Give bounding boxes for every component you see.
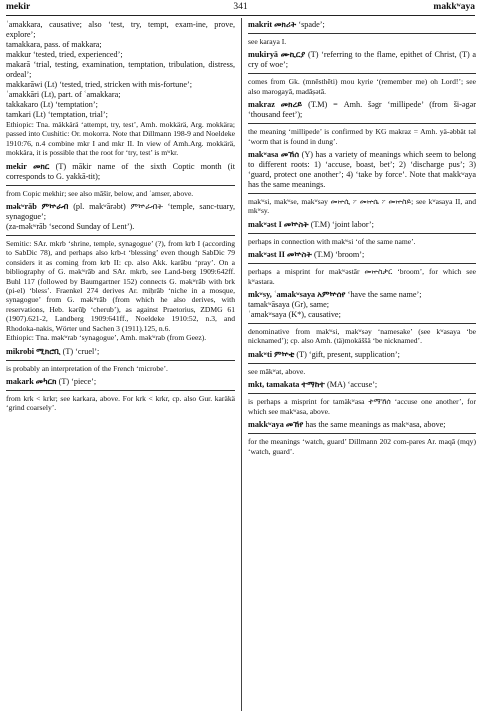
entry-body [248, 290, 476, 320]
entry-geez: መኸየ [285, 420, 304, 430]
entry-line [6, 222, 235, 232]
dictionary-entry [6, 162, 235, 198]
entry-line [6, 90, 235, 100]
entry-rule [6, 390, 235, 391]
entry-geez: መኸሰ [280, 150, 300, 160]
entry-line [248, 220, 476, 230]
entry-line [6, 110, 235, 120]
page-number: 341 [233, 2, 248, 12]
dictionary-entry [248, 250, 476, 286]
entry-text: makkarāwi (Lt) ‘tested, tried, stricken with mis-fortune’; [6, 80, 192, 89]
dictionary-entry [6, 202, 235, 342]
entry-geez: አምኵሰየ [317, 290, 346, 300]
entry-headword: makkʷaya [248, 420, 284, 430]
entry-text: makarā ‘trial, testing, examination, temptation, tribulation, distress, ordeal’; [6, 60, 235, 79]
entry-text: (pl. makʷārəbt) ምኵራብት ‘temple, sanc-tuary, synagogue’; [6, 202, 235, 222]
entry-line [6, 40, 235, 50]
dictionary-entry [6, 20, 235, 158]
dictionary-entry [248, 20, 476, 46]
entry-text: has the same meanings as makʷasa, above; [305, 420, 446, 430]
entry-text: ʿamakkara, causative; also ‘test, try, tempt, exam-ine, prove, explore’; [6, 20, 235, 39]
entry-rule [6, 360, 235, 361]
dictionary-entry [248, 150, 476, 216]
entry-text: (MA) ‘accuse’; [326, 380, 378, 390]
entry-headword: məkʷrāb [6, 202, 37, 212]
entry-note: from krk < krkr; see karkara, above. For krk < krkr, cp. also Gur. karäkä ‘grind coarsely’. [6, 393, 235, 413]
entry-rule [248, 233, 476, 234]
entry-headword: makʷasa [248, 150, 279, 160]
entry-body [6, 162, 235, 182]
entry-note: makʷsi, makʷse, makʷsəy መኵሲ ፦ መኵሴ ፦ መኵስይ; see kʷasaya II, and mkʷsy. [248, 197, 476, 216]
dictionary-entry [248, 50, 476, 96]
entry-text: (Y) has a variety of meanings which seem to belong to different roots: 1) ‘accuse, boast, bet’; 2) ‘discharge pus’; 3) ‘guard, protect one another’; 4) ‘take by force’. Note that makkʷaya has the same meanings. [248, 150, 476, 190]
entry-line [248, 380, 476, 390]
entry-headword: mekir [6, 161, 27, 171]
entry-line [248, 20, 476, 30]
entry-line [6, 80, 235, 90]
entry-text: (za-məkʷrāb ‘second Sunday of Lent’). [6, 222, 135, 232]
entry-body [248, 250, 476, 260]
entry-line [248, 250, 476, 260]
entry-rule [6, 235, 235, 236]
entry-text: (T.M) ‘broom’; [313, 250, 365, 260]
entry-note: see mākʷat, above. [248, 366, 306, 376]
entry-note: Ethiopic: Tna. mäkkärä ‘attempt, try, test’, Amh. mokkärä, Arg. mokkära; passed into Cushitic: Or. mokorra. Note that Dillmann 198-9 and Noeldeke 1910:76, n.4 combine mkr I and mkr II. In view of Amh.Arg. mokkärä, mokkära, it is possible that the root for ‘try, test’ is mʷkr. [6, 120, 235, 158]
entry-body [248, 50, 476, 70]
entry-geez: መክር [33, 161, 50, 171]
entry-headword: makʷəst II [248, 250, 285, 260]
entry-line [248, 310, 476, 320]
entry-rule [248, 73, 476, 74]
entry-text: (T) ‘cruel’; [62, 346, 100, 356]
entry-headword: mukiryā [248, 50, 279, 60]
entry-text: (T) ‘referring to the flame, epithet of Christ, (T) a cry of woe’; [248, 50, 476, 70]
entry-headword: makraz [248, 100, 275, 110]
entry-text: tamakʷāsaya (Gr), same; [248, 300, 330, 310]
entry-geez: መኵስት [283, 219, 309, 229]
running-head-left: mekir [6, 2, 31, 12]
entry-body [6, 202, 235, 232]
dictionary-entry [248, 380, 476, 416]
entry-line [6, 377, 235, 387]
entry-body [248, 350, 476, 360]
header-rule [6, 15, 475, 16]
entry-text: ʿamakkāri (Lt), part. of ʿamakkara; [6, 90, 121, 99]
entry-text: (T.M) = Amh. šəgr ‘millipede’ (from ši-əgər ‘thousand feet’); [248, 100, 476, 120]
entry-body [6, 20, 235, 120]
entry-headword: mikrobi [6, 346, 35, 356]
entry-geez: መክሪት [274, 20, 297, 29]
entry-text: (T) mākir name of the sixth Coptic month (it corresponds to G. yakkā-tit); [6, 161, 235, 181]
entry-line [6, 162, 235, 182]
entry-line [248, 150, 476, 190]
running-head [6, 2, 475, 16]
entry-line [248, 420, 476, 430]
entry-note: the meaning ‘millipede’ is confirmed by KG makraz = Amh. yä-əbbät təl ‘worm that is found in dung’. [248, 127, 476, 146]
entry-rule [248, 33, 476, 34]
entry-headword: makrit [248, 20, 273, 29]
dictionary-entry [6, 377, 235, 413]
entry-geez: ምኵራብ [41, 202, 69, 212]
entry-note: for the meanings ‘watch, guard’ Dillmann 202 com-pares Ar. maqā (mqy) ‘watch, guard’. [248, 437, 476, 456]
entry-rule [248, 323, 476, 324]
entry-headword: mkʷsy, ʿamakʷsaya [248, 290, 316, 300]
entry-text: takkakaro (Lt) ‘temptation’; [6, 100, 98, 109]
entry-line [248, 300, 476, 310]
entry-text: ‘spade’; [298, 20, 325, 29]
entry-note: denominative from makʷsi, makʷsəy ‘namesake’ (see kʷasaya ‘be nicknamed’); cp. also Amh. (tä)mokäššä ‘be nicknamed’. [248, 327, 476, 346]
entry-body [248, 420, 476, 430]
entry-rule [248, 433, 476, 434]
entry-note: perhaps a misprint for makʷəstār መኵስታር ‘broom’, for which see kʷastara. [248, 267, 476, 286]
entry-note: is probably an interpretation of the French ‘microbe’. [6, 363, 168, 373]
entry-geez: ምኵቲ [274, 349, 295, 359]
entry-note: Semitic: SAr. mkrb ‘shrine, temple, synagogue’ (?), from krb I (according to SabDic 78), and perhaps also krb-t ‘blessing’ even though SabDic 79 considers it as coming from krb II: cp. also Akk. karābu ‘pray’. On a bibliography of G. məkʷrāb and SAr. mkrb, see Land-berg 1909:642ff. Buhl 117 (followed by Baumgartner 152) connects G. məkʷrāb with brk (pi-el) ‘bless’. Fraenkel 274 derives Ar. miḥrāb ‘niche in a mosque, synagogue’ from G. məkʷrāb (from which he also derives, with reservations, Heb. kərūḇ ‘cherub’), as against Praetorius, ZDMG 61 (1907).621-2, Landberg 1909:641ff., Noeldeke 1910:52, n.3, and Rhodoka-nakis, Wörter und Sachen 3 (1911).125, n.6. [6, 239, 235, 333]
entry-rule [6, 185, 235, 186]
entry-headword: makʷəst I [248, 219, 282, 229]
entry-line [6, 60, 235, 80]
entry-geez: መካርክ [35, 376, 57, 386]
entry-geez: መክረይ [280, 100, 303, 110]
entry-line [6, 100, 235, 110]
dictionary-entry [248, 290, 476, 346]
entry-text: tamkari (Lt) ‘temptation, trial’; [6, 110, 108, 119]
entry-note: from Copic mekhir; see also māšir, below, and ʿamser, above. [6, 188, 194, 198]
entry-line [6, 50, 235, 60]
entry-geez: መኵስት [287, 250, 312, 260]
entry-note: see karaya I. [248, 37, 287, 46]
entry-rule [248, 123, 476, 124]
entry-geez: ሚክሮቢ [36, 346, 61, 356]
entry-text: ‘have the same name’; [347, 290, 422, 300]
entry-rule [248, 263, 476, 264]
entry-line [248, 50, 476, 70]
entry-line [6, 202, 235, 222]
entry-rule [248, 393, 476, 394]
entry-body [248, 100, 476, 120]
entry-line [6, 347, 235, 357]
dictionary-entry [248, 420, 476, 456]
entry-note: Ethiopic: Tna. məkʷrab ‘synagogue’, Amh. məkʷrab (from Geez). [6, 333, 207, 343]
dictionary-entry [248, 220, 476, 246]
entry-headword: makark [6, 376, 34, 386]
entry-line [248, 290, 476, 300]
left-column [6, 20, 235, 711]
entry-note: is perhaps a misprint for tamäkʷasa ተማኸሰ ‘accuse one another’, for which see makʷasa, above. [248, 397, 476, 416]
entry-body [248, 380, 476, 390]
column-divider [241, 18, 242, 711]
entry-text: makkur ‘tested, tried, experienced’; [6, 50, 123, 59]
entry-line [248, 100, 476, 120]
entry-text: (T) ‘piece’; [58, 376, 97, 386]
running-head-right: makkʷaya [433, 2, 475, 12]
entry-body [6, 347, 235, 357]
dictionary-entry [248, 350, 476, 376]
entry-line [248, 350, 476, 360]
entry-headword: mkt, tamakata [248, 380, 300, 390]
entry-body [6, 377, 235, 387]
entry-line [6, 20, 235, 40]
entry-body [248, 220, 476, 230]
right-column [248, 20, 476, 711]
entry-headword: makʷti [248, 349, 273, 359]
entry-rule [248, 363, 476, 364]
entry-geez: ተማከተ [301, 380, 325, 390]
entry-geez: ሙኪርያ [280, 50, 306, 60]
entry-text: (T) ‘gift, present, supplication’; [296, 349, 400, 359]
entry-text: tamakkara, pass. of makkara; [6, 40, 102, 49]
dictionary-entry [6, 347, 235, 373]
entry-text: ʿamakʷsaya (K*), causative; [248, 310, 341, 320]
entry-note: perhaps in connection with makʷsi ‘of the same name’. [248, 236, 416, 246]
entry-body [248, 150, 476, 190]
entry-text: (T.M) ‘joint labor’; [310, 219, 374, 229]
entry-rule [248, 193, 476, 194]
dictionary-entry [248, 100, 476, 146]
entry-note: comes from Gk. (mnēsthēti) mou kyrie ‘(remember me) oh Lord!’; see also mərogayā, madāṣətā. [248, 77, 476, 96]
entry-body [248, 20, 476, 30]
